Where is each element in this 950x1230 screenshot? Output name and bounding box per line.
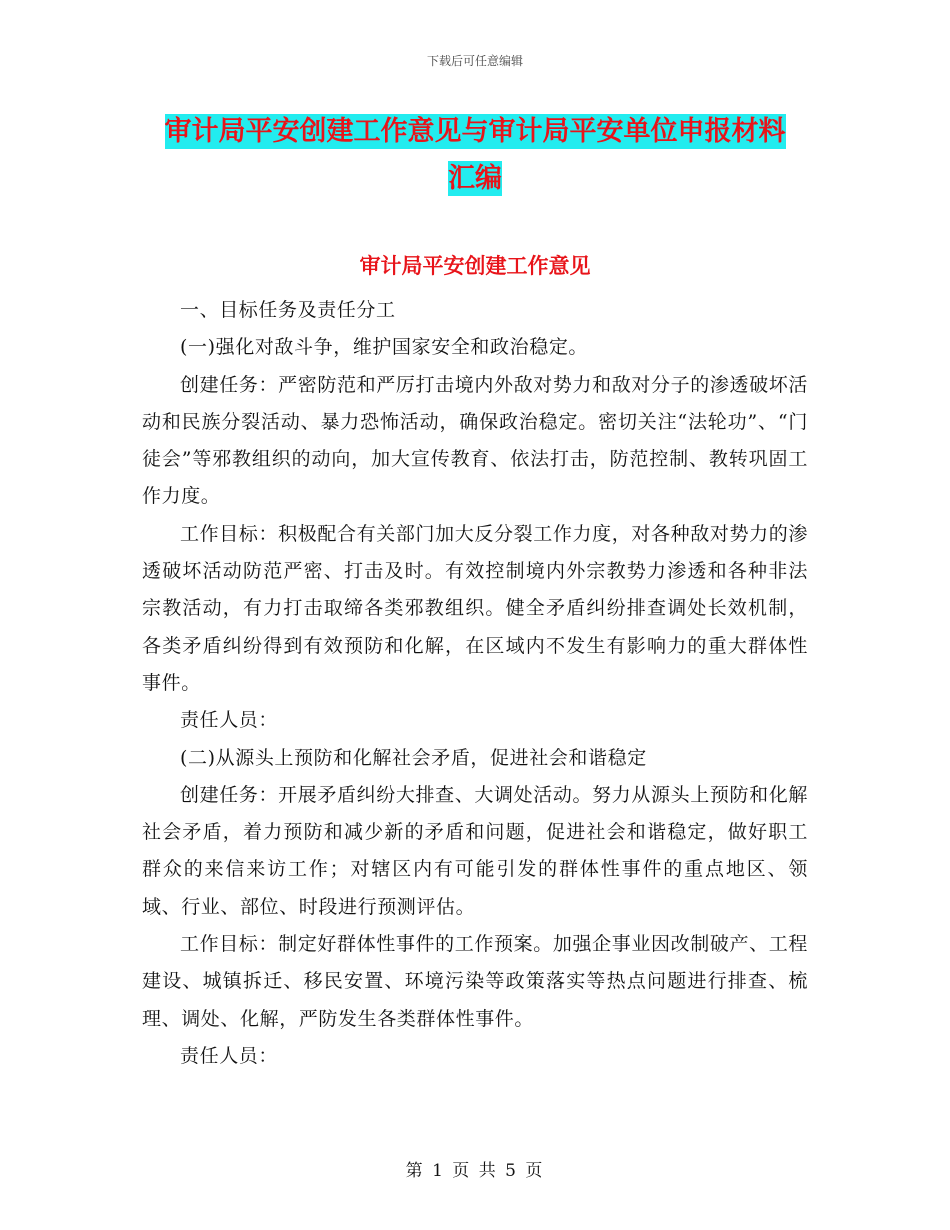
subheading-2: (二)从源头上预防和化解社会矛盾，促进社会和谐稳定 [180,746,647,769]
paragraph-task-2: 创建任务：开展矛盾纠纷大排查、大调处活动。努力从源头上预防和化解社会矛盾，着力预防和减少新的矛盾和问题，促进社会和谐稳定，做好职工群众的来信来访工作；对辖区内有可能引发的群体性事件的重点地区、领域、行业、部位、时段进行预测评估。 [142,783,808,918]
paragraph-task-1: 创建任务：严密防范和严厉打击境内外敌对势力和敌对分子的渗透破坏活动和民族分裂活动、暴力恐怖活动，确保政治稳定。密切关注“法轮功”、“门徒会”等邪教组织的动向，加大宣传教育、依法打击，防范控制、教转巩固工作力度。 [142,373,808,508]
paragraph-goal-2: 工作目标：制定好群体性事件的工作预案。加强企事业因改制破产、工程建设、城镇拆迁、移民安置、环境污染等政策落实等热点问题进行排查、梳理、调处、化解，严防发生各类群体性事件。 [142,933,808,1030]
document-title-line1: 审计局平安创建工作意见与审计局平安单位申报材料 [164,116,786,147]
page-footer: 第 1 页 共 5 页 [405,1161,545,1181]
section-title: 审计局平安创建工作意见 [359,254,591,278]
document-title [140,108,810,202]
paragraph-responsible-2: 责任人员： [180,1044,279,1067]
document-title-line2: 汇编 [448,163,502,194]
subheading-1: (一)强化对敌斗争，维护国家安全和政治稳定。 [180,336,589,359]
heading-targets: 一、目标任务及责任分工 [180,299,396,321]
document-body [142,292,808,1075]
paragraph-responsible-1: 责任人员： [180,709,279,732]
header-note: 下载后可任意编辑 [426,54,523,68]
paragraph-goal-1: 工作目标：积极配合有关部门加大反分裂工作力度，对各种敌对势力的渗透破坏活动防范严密、打击及时。有效控制境内外宗教势力渗透和各种非法宗教活动，有力打击取缔各类邪教组织。健全矛盾纠纷排查调处长效机制，各类矛盾纠纷得到有效预防和化解，在区域内不发生有影响力的重大群体性事件。 [142,522,808,694]
